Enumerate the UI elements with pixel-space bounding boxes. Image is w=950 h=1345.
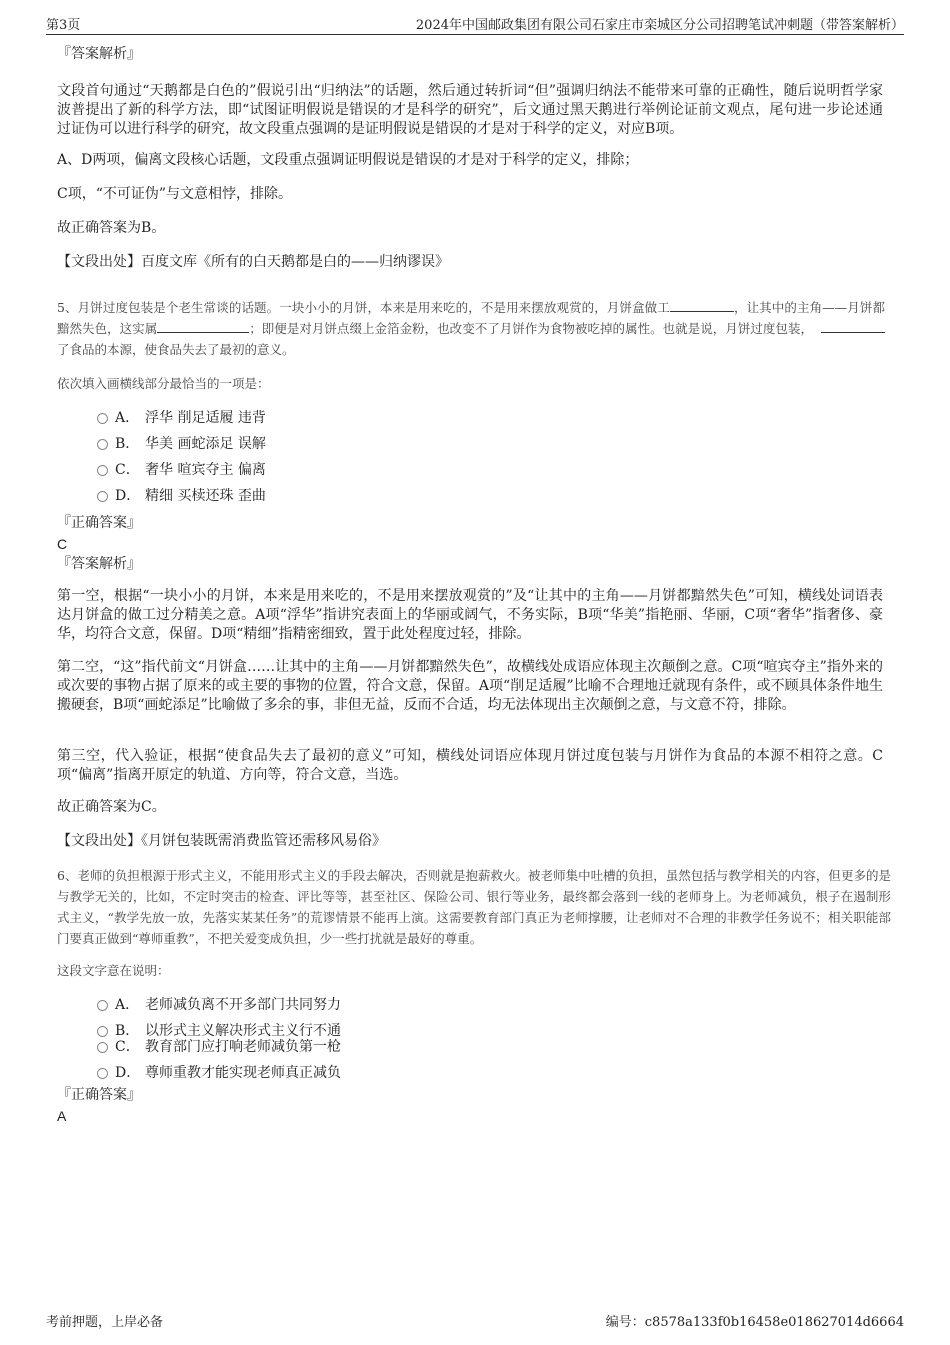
q5-blank-3 xyxy=(821,320,885,333)
q5-blank-1 xyxy=(670,299,734,312)
option-text: 以形式主义解决形式主义行不通 xyxy=(145,1023,341,1039)
option-letter: A． xyxy=(115,410,140,426)
radio-icon[interactable] xyxy=(97,413,108,424)
q5-option-c[interactable] xyxy=(57,457,657,483)
footer-slogan: 考前押题，上岸必备 xyxy=(46,1315,164,1330)
document-title: 2024年中国邮政集团有限公司石家庄市栾城区分公司招聘笔试冲刺题（带答案解析） xyxy=(415,18,904,33)
page-header xyxy=(46,12,904,35)
q6-options xyxy=(57,992,657,1086)
q4-source: 【文段出处】百度文库《所有的白天鹅都是白的——归纳谬误》 xyxy=(57,254,449,270)
q5-analysis-p2: 第二空，“这”指代前文“月饼盒……让其中的主角——月饼都黯然失色”，故横线处成语应体现主次颠倒之意。C项“喧宾夺主”指外来的或次要的事物占据了原来的或主要的事物的位置，符合文意，保留。A项“削足适履”比喻不合理地迁就现有条件，或不顾具体条件地生搬硬套，B项“画蛇添足”比喻做了多余的事，非但无益，反而不合适，均无法体现出主次颠倒之意，与文意不符，排除。 xyxy=(57,659,883,713)
option-text: 华美 画蛇添足 误解 xyxy=(145,436,266,452)
q5-answer-summary: 故正确答案为C。 xyxy=(57,799,166,815)
q4-analysis-p3: C项，“不可证伪”与文意相悖，排除。 xyxy=(57,186,293,202)
q5-source: 【文段出处】《月饼包装既需消费监管还需移风易俗》 xyxy=(57,833,386,849)
q5-stem-part2: ，让其中的主角——月饼都黯然失色，这实属 xyxy=(57,300,885,336)
q5-correct-label: 『正确答案』 xyxy=(57,515,141,531)
footer-doc-id: 编号：c8578a133f0b16458e018627014d6664 xyxy=(605,1315,904,1330)
radio-icon[interactable] xyxy=(97,491,108,502)
option-letter: B． xyxy=(115,1023,140,1039)
q6-prompt: 这段文字意在说明： xyxy=(57,963,170,978)
q5-blank-2 xyxy=(157,320,249,333)
q4-analysis-label: 『答案解析』 xyxy=(57,46,141,62)
q5-analysis-p3: 第三空，代入验证，根据“使食品失去了最初的意义”可知，横线处词语应体现月饼过度包装与月饼作为食品的本源不相符之意。C项“偏离”指离开原定的轨道、方向等，符合文意，当选。 xyxy=(57,748,883,783)
radio-icon[interactable] xyxy=(97,1042,108,1053)
q6-stem: 6、老师的负担根源于形式主义，不能用形式主义的手段去解决，否则就是抱薪救火。被老师集中吐槽的负担，虽然包括与教学相关的内容，但更多的是与教学无关的，比如，不定时突击的检查、评比等等，甚至社区、保险公司、银行等业务，最终都会落到一线的老师身上。为老师减负，根子在遏制形式主义，“教学先放一放，先落实某某任务”的荒谬情景不能再上演。这需要教育部门真正为老师撑腰，让老师对不合理的非教学任务说不；相关职能部门要真正做到“尊师重教”，不把关爱变成负担，少一些打扰就是最好的尊重。 xyxy=(57,868,891,946)
q6-option-b[interactable] xyxy=(57,1018,657,1039)
q5-analysis-label: 『答案解析』 xyxy=(57,556,141,572)
radio-icon[interactable] xyxy=(97,465,108,476)
q5-options xyxy=(57,405,657,509)
q6-option-d[interactable] xyxy=(57,1060,657,1086)
option-letter: A． xyxy=(115,997,140,1013)
option-text: 奢华 喧宾夺主 偏离 xyxy=(145,462,266,478)
q5-analysis-p1: 第一空，根据“一块小小的月饼，本来是用来吃的，不是用来摆放观赏的”及“让其中的主角——月饼都黯然失色”可知，横线处词语表达月饼盒的做工过分精美之意。A项“浮华”指讲究表面上的华丽或阔气，不务实际，B项“华美”指艳丽、华丽，C项“奢华”指奢侈、豪华，均符合文意，保留。D项“精细”指精密细致，置于此处程度过轻，排除。 xyxy=(57,588,883,642)
q5-stem-part3: ；即便是对月饼点缀上金箔金粉，也改变不了月饼作为食物被吃掉的属性。也就是说，月饼过度包装， xyxy=(249,321,813,336)
option-letter: C． xyxy=(115,462,140,478)
q5-stem-part1: 5、月饼过度包装是个老生常谈的话题。一块小小的月饼，本来是用来吃的，不是用来摆放观赏的，月饼盒做工 xyxy=(57,300,670,315)
q5-option-b[interactable] xyxy=(57,431,657,457)
q5-option-a[interactable] xyxy=(57,405,657,431)
radio-icon[interactable] xyxy=(97,1000,108,1011)
radio-icon[interactable] xyxy=(97,439,108,450)
q6-option-c[interactable] xyxy=(57,1034,657,1060)
page-number: 第3页 xyxy=(46,18,81,33)
option-text: 尊师重教才能实现老师真正减负 xyxy=(145,1065,341,1081)
option-letter: C． xyxy=(115,1039,140,1055)
option-text: 精细 买椟还珠 歪曲 xyxy=(145,488,266,504)
q6-correct-label: 『正确答案』 xyxy=(57,1087,141,1103)
q4-analysis-label-wrap xyxy=(57,44,141,64)
q5-option-d[interactable] xyxy=(57,483,657,509)
q4-answer-summary: 故正确答案为B。 xyxy=(57,220,166,236)
q5-correct-answer: C xyxy=(57,536,68,552)
q4-analysis-p2: A、D两项，偏离文段核心话题，文段重点强调证明假说是错误的才是对于科学的定义，排除； xyxy=(57,152,639,168)
option-letter: D． xyxy=(115,1065,141,1081)
option-text: 老师减负离不开多部门共同努力 xyxy=(145,997,341,1013)
q4-analysis-p1: 文段首句通过“天鹅都是白色的”假说引出“归纳法”的话题，然后通过转折词“但”强调归纳法不能带来可靠的正确性，随后说明哲学家波普提出了新的科学方法，即“试图证明假说是错误的才是科学的研究”，后文通过黑天鹅进行举例论证前文观点，尾句进一步论述通过证伪可以进行科学的研究，故文段重点强调的是证明假说是错误的才是对于科学的定义，对应B项。 xyxy=(57,83,883,137)
q5-prompt: 依次填入画横线部分最恰当的一项是： xyxy=(57,376,270,391)
option-letter: B． xyxy=(115,436,140,452)
option-text: 教育部门应打响老师减负第一枪 xyxy=(145,1039,341,1055)
q6-correct-answer: A xyxy=(57,1108,67,1124)
option-text: 浮华 削足适履 违背 xyxy=(145,410,266,426)
radio-icon[interactable] xyxy=(97,1068,108,1079)
option-letter: D． xyxy=(115,488,141,504)
q5-stem-part4: 了食品的本源，使食品失去了最初的意义。 xyxy=(57,342,295,357)
q5-stem xyxy=(57,297,885,360)
q6-option-a[interactable] xyxy=(57,992,657,1018)
